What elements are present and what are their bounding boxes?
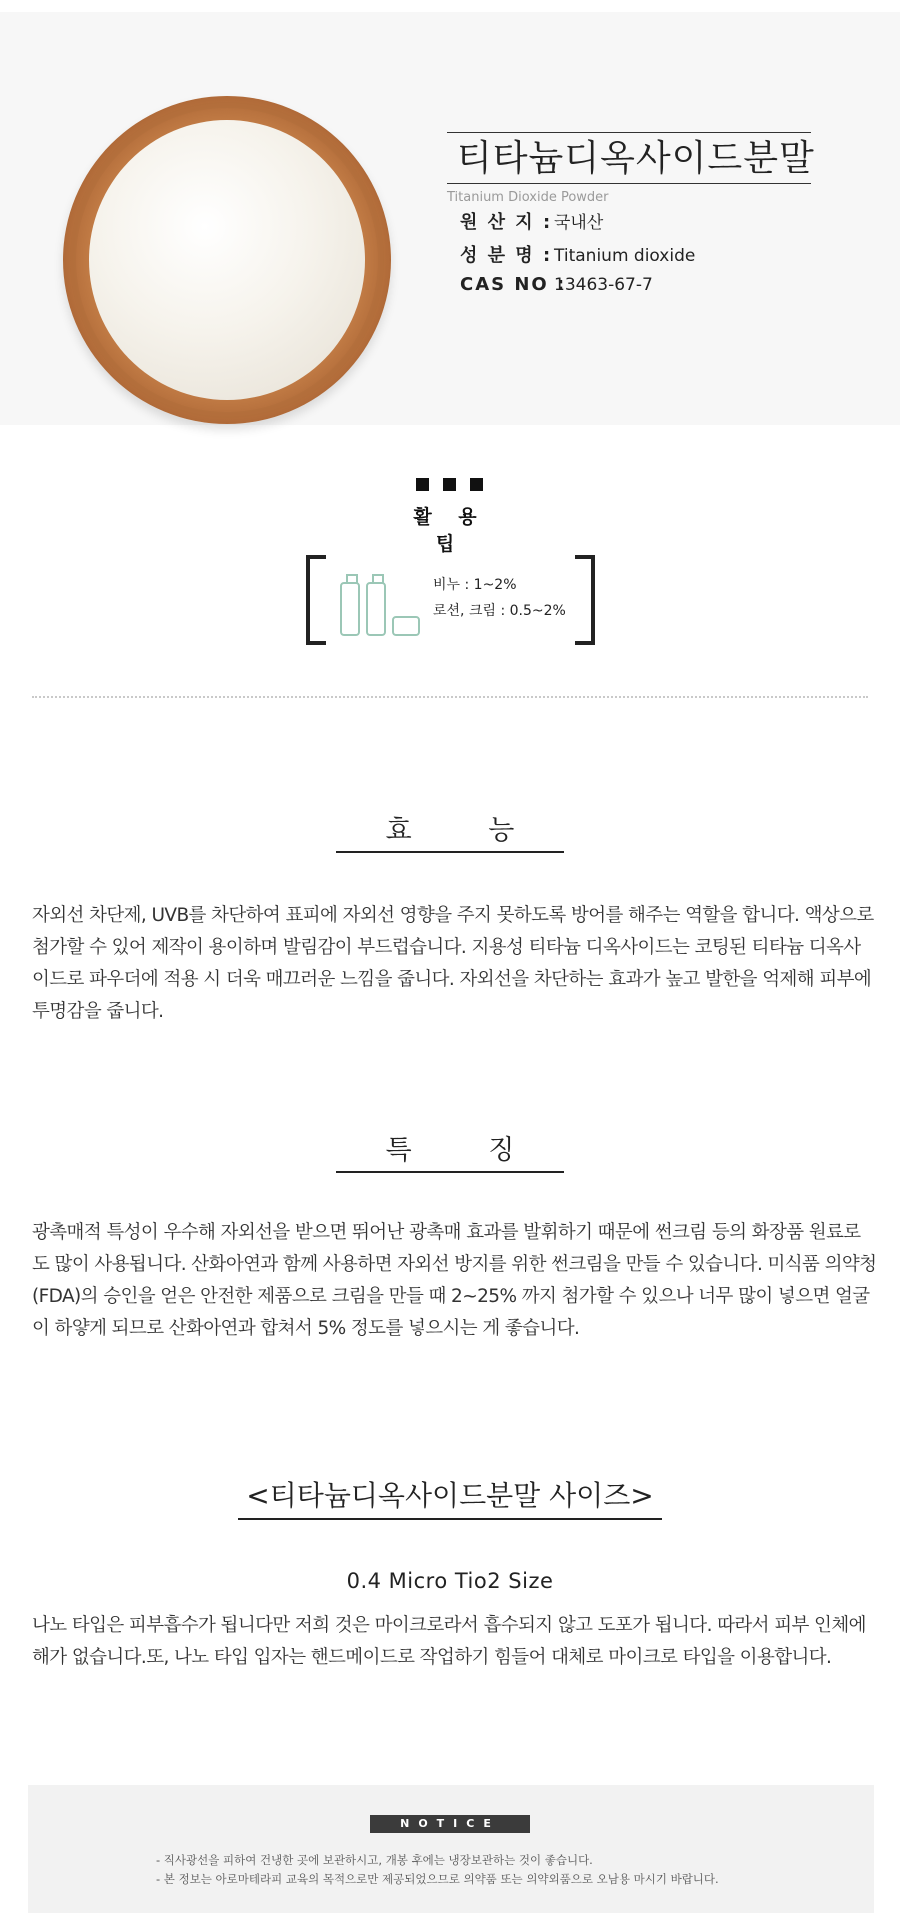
spec-cas-label: CAS NO :: [460, 274, 567, 295]
tips-title: 활 용 팁: [413, 506, 487, 555]
size-subhead: 0.4 Micro Tio2 Size: [346, 1569, 554, 1593]
size-title: <티타늄디옥사이드분말 사이즈>: [238, 1474, 661, 1520]
notice-line-1: - 직사광선을 피하여 건냉한 곳에 보관하시고, 개봉 후에는 냉장보관하는 것이 좋습니다.: [156, 1853, 593, 1867]
notice-label: NOTICE: [370, 1815, 530, 1833]
product-subtitle: Titanium Dioxide Powder: [447, 190, 609, 205]
product-title-block: [447, 132, 815, 205]
spec-origin-label: 원 산 지 :: [460, 212, 553, 233]
top-strip: [20, 0, 880, 12]
efficacy-heading: [0, 808, 900, 853]
tip-soap: 비누 : 1~2%: [433, 577, 517, 593]
cosmetic-bottles-icon: [336, 566, 422, 636]
notice-lines: [156, 1851, 719, 1889]
tips-bracket-left: [306, 555, 326, 645]
notice-box: [28, 1785, 874, 1913]
features-heading: [0, 1128, 900, 1173]
tips-bracket-right: [575, 555, 595, 645]
features-title: 특 징: [336, 1128, 565, 1173]
size-heading: [0, 1474, 900, 1520]
product-image-powder: [89, 120, 365, 400]
spec-ingredient-label: 성 분 명 :: [460, 245, 553, 266]
spec-ingredient: [460, 241, 695, 267]
spec-origin-value: 국내산: [554, 213, 604, 233]
efficacy-title: 효 능: [336, 808, 565, 853]
product-title: 티타늄디옥사이드분말: [447, 132, 811, 184]
efficacy-text: 자외선 차단제, UVB를 차단하여 표피에 자외선 영향을 주지 못하도록 방어를 해주는 역할을 합니다. 액상으로 첨가할 수 있어 제작이 용이하며 발림감이 부드럽습니다. 지용성 티타늄 디옥사이드는 코팅된 티타늄 디옥사이드로 파우더에 적용 시 더욱 매끄러운 느낌을 줍니다. 자외선을 차단하는 효과가 높고 발한을 억제해 피부에 투명감을 줍니다.: [32, 905, 874, 1022]
tips-squares-icon: [416, 478, 484, 492]
spec-cas: [460, 274, 653, 295]
features-text: 광촉매적 특성이 우수해 자외선을 받으면 뛰어난 광촉매 효과를 발휘하기 때문에 썬크림 등의 화장품 원료로도 많이 사용됩니다. 산화아연과 함께 사용하면 자외선 방지를 위한 썬크림을 만들 수 있습니다. 미식품 의약청(FDA)의 승인을 얻은 안전한 제품으로 크림을 만들 때 2~25% 까지 첨가할 수 있으나 너무 많이 넣으면 얼굴이 하얗게 되므로 산화아연과 합쳐서 5% 정도를 넣으시는 게 좋습니다.: [32, 1222, 877, 1339]
spec-origin: [460, 208, 603, 234]
tips-text: [433, 572, 566, 624]
notice-line-2: - 본 정보는 아로마테라피 교육의 목적으로만 제공되었으므로 의약품 또는 의약외품으로 오남용 마시기 바랍니다.: [156, 1872, 719, 1886]
spec-cas-value: 13463-67-7: [554, 275, 653, 295]
spec-ingredient-value: Titanium dioxide: [554, 246, 696, 266]
tip-lotion-cream: 로션, 크림 : 0.5~2%: [433, 603, 566, 619]
divider: [32, 696, 868, 698]
size-text: 나노 타입은 피부흡수가 됩니다만 저희 것은 마이크로라서 흡수되지 않고 도포가 됩니다. 따라서 피부 인체에 해가 없습니다.또, 나노 타입 입자는 핸드메이드로 작업하기 힘들어 대체로 마이크로 타입을 이용합니다.: [32, 1615, 866, 1668]
product-hero: [0, 12, 900, 425]
